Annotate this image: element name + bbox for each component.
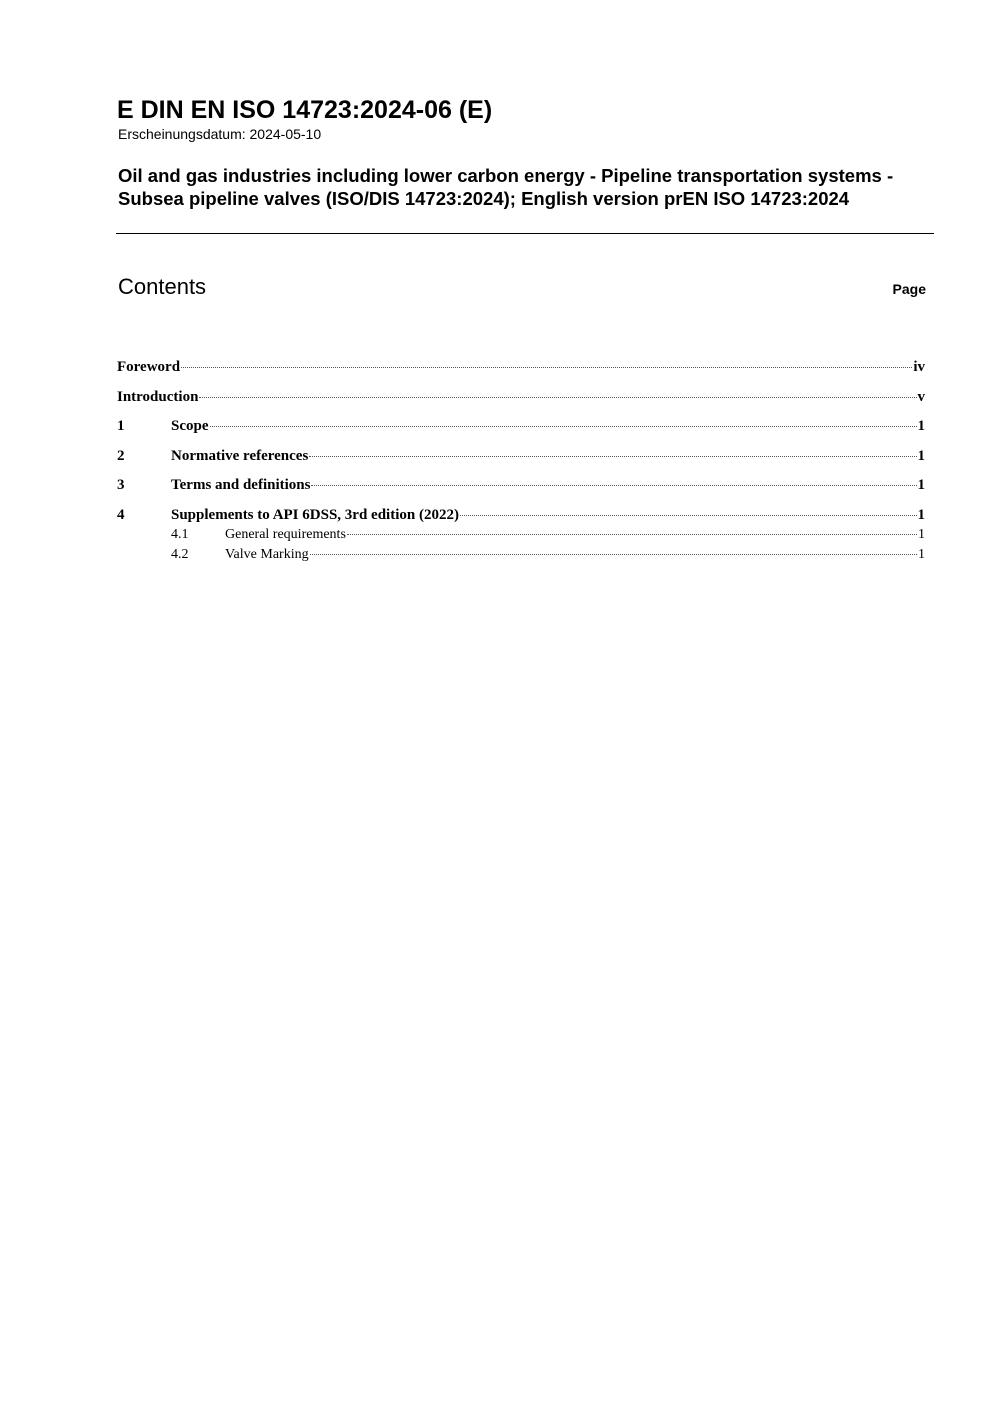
toc-entry-number: 2 [117,447,125,464]
toc-entry-number: 4 [117,506,125,523]
toc-entry-supplements[interactable] [117,505,925,526]
toc-entry-introduction[interactable] [117,387,925,417]
toc-dot-leader [460,515,917,516]
toc-subentry-number: 4.1 [171,526,189,542]
page-column-label: Page [892,281,926,297]
publication-date: Erscheinungsdatum: 2024-05-10 [118,126,322,142]
toc-dot-leader [210,426,917,427]
table-of-contents [117,357,925,567]
toc-entry-number: 3 [117,477,125,493]
toc-entry-page: iv [913,359,925,375]
toc-subentry-general-requirements[interactable] [117,526,925,547]
toc-subentry-page: 1 [918,526,925,542]
contents-heading: Contents [118,274,207,299]
toc-entry-normative-references[interactable] [117,446,925,476]
standard-identifier: E DIN EN ISO 14723:2024-06 (E) [117,96,493,124]
toc-dot-leader [181,367,912,368]
toc-entry-title: Supplements to API 6DSS, 3rd edition (2022) [171,506,459,523]
toc-dot-leader [309,456,916,457]
toc-dot-leader [347,534,917,535]
toc-entry-title: Terms and definitions [171,477,311,493]
toc-entry-page: 1 [917,506,925,523]
toc-subentry-number: 4.2 [171,547,189,562]
toc-subentry-title: General requirements [225,526,346,542]
document-title: Oil and gas industries including lower carbon energy - Pipeline transportation systems - Subsea pipeline valves (ISO/DIS 14723:2024); English version prEN ISO 14723:2024 [118,165,894,209]
toc-dot-leader [311,485,916,486]
toc-dot-leader [199,397,916,398]
toc-entry-foreword[interactable] [117,357,925,387]
toc-subentry-page: 1 [918,547,925,562]
toc-dot-leader [310,554,917,555]
toc-subentry-title: Valve Marking [225,547,309,562]
toc-entry-title: Introduction [117,388,199,405]
title-divider [116,233,934,234]
toc-entry-title: Scope [171,418,209,434]
toc-entry-title: Normative references [171,447,309,464]
toc-entry-title: Foreword [117,359,181,375]
toc-entry-page: 1 [917,477,925,493]
toc-entry-page: 1 [917,447,925,464]
toc-entry-scope[interactable] [117,416,925,446]
toc-subentry-valve-marking[interactable] [117,546,925,567]
toc-entry-number: 1 [117,418,125,434]
toc-entry-page: 1 [917,418,925,434]
toc-entry-page: v [917,388,925,405]
toc-entry-terms-and-definitions[interactable] [117,475,925,505]
